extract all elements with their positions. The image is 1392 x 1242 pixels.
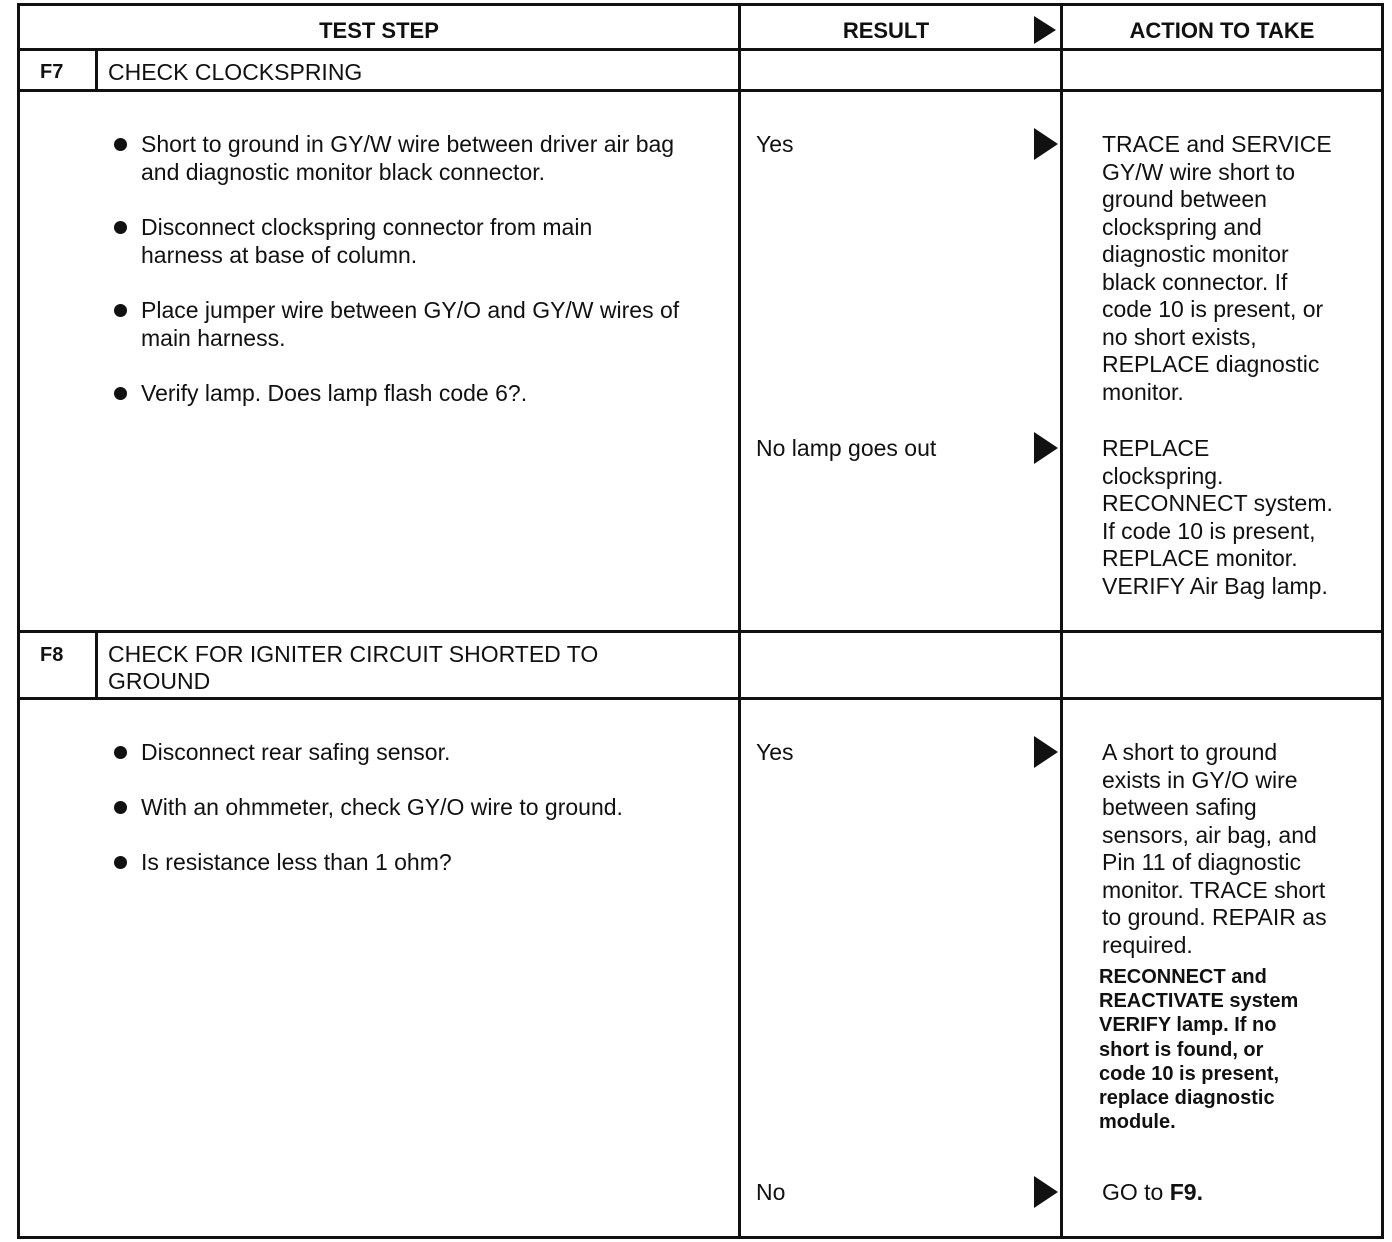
- f7-step-3-line-1: Place jumper wire between GY/O and GY/W wires of: [141, 297, 680, 323]
- f8-action-yes-line: A short to ground: [1102, 739, 1278, 765]
- f8-action-yes-line: between safing: [1102, 794, 1257, 820]
- header-test-step: TEST STEP: [319, 18, 439, 43]
- f7-action-no-line: RECONNECT system.: [1102, 490, 1333, 516]
- f7-action-yes-line: ground between: [1102, 186, 1267, 212]
- f7-step-1-line-1: Short to ground in GY/W wire between driver air bag: [141, 131, 675, 157]
- f7-action-no-line: clockspring.: [1102, 462, 1224, 489]
- f7-yes-arrow-icon: [1034, 128, 1058, 160]
- table-left-border: [17, 3, 20, 1239]
- f8-action-bold-line: module.: [1099, 1111, 1176, 1134]
- f8-action-bold-line: VERIFY lamp. If no: [1099, 1014, 1277, 1037]
- f7-section-bottom-border: [17, 630, 1383, 633]
- bullet-icon: [114, 387, 127, 400]
- header-arrow-icon: [1034, 16, 1056, 44]
- header-bottom-border: [17, 48, 1383, 51]
- f7-code: F7: [40, 61, 64, 83]
- result-column-divider: [738, 3, 741, 1239]
- f8-step-3: Is resistance less than 1 ohm?: [141, 849, 452, 875]
- bullet-icon: [114, 801, 127, 814]
- f7-action-yes-line: black connector. If: [1102, 268, 1288, 295]
- f7-no-arrow-icon: [1034, 432, 1058, 464]
- f7-action-no-line: VERIFY Air Bag lamp.: [1102, 572, 1328, 599]
- f8-action-yes-line: exists in GY/O wire: [1102, 766, 1298, 793]
- f7-action-yes-line: REPLACE diagnostic: [1102, 351, 1320, 377]
- f7-step-2-line-2: harness at base of column.: [141, 242, 418, 268]
- header-action: ACTION TO TAKE: [1129, 18, 1315, 43]
- f8-no-arrow-icon: [1034, 1176, 1058, 1208]
- f7-result-no: No lamp goes out: [756, 435, 937, 461]
- f7-code-divider: [95, 48, 98, 92]
- f8-action-yes-line: Pin 11 of diagnostic: [1102, 849, 1302, 875]
- f8-result-yes: Yes: [756, 739, 794, 765]
- bullet-icon: [114, 221, 127, 234]
- f8-action-bold-line: replace diagnostic: [1099, 1087, 1275, 1109]
- table-right-border: [1381, 3, 1384, 1239]
- f7-step-1-line-2: and diagnostic monitor black connector.: [141, 159, 546, 185]
- f7-action-yes-line: GY/W wire short to: [1102, 158, 1295, 185]
- f8-action-yes-line: monitor. TRACE short: [1102, 876, 1326, 903]
- f8-step-2: With an ohmmeter, check GY/O wire to ground.: [141, 794, 623, 820]
- f7-action-yes-line: monitor.: [1102, 378, 1184, 405]
- goto-prefix: GO to: [1102, 1179, 1170, 1205]
- f8-action-bold-line: code 10 is present,: [1099, 1062, 1280, 1085]
- f7-action-yes-line: code 10 is present, or: [1102, 296, 1324, 322]
- f8-action-bold-line: REACTIVATE system: [1099, 990, 1299, 1013]
- bullet-icon: [114, 856, 127, 869]
- f8-action-yes-line: to ground. REPAIR as: [1102, 904, 1327, 930]
- bullet-icon: [114, 746, 127, 759]
- f8-result-no: No: [756, 1179, 786, 1205]
- f8-title-line-1: CHECK FOR IGNITER CIRCUIT SHORTED TO: [108, 641, 599, 667]
- f7-title-bottom-border: [17, 89, 1383, 92]
- table-top-border: [17, 3, 1383, 6]
- f7-action-yes-line: TRACE and SERVICE: [1102, 131, 1332, 157]
- f7-action-yes-line: clockspring and: [1102, 213, 1262, 240]
- bullet-icon: [114, 138, 127, 151]
- f7-title: CHECK CLOCKSPRING: [108, 59, 363, 85]
- f7-step-3-line-2: main harness.: [141, 325, 286, 351]
- f7-action-no-line: REPLACE: [1102, 435, 1210, 461]
- f8-code: F8: [40, 644, 64, 666]
- f7-step-4-line-1: Verify lamp. Does lamp flash code 6?.: [141, 380, 528, 406]
- f8-action-yes-line: sensors, air bag, and: [1102, 821, 1317, 848]
- f8-title-bottom-border: [17, 697, 1383, 700]
- f8-yes-arrow-icon: [1034, 736, 1058, 768]
- f8-action-bold-line: short is found, or: [1099, 1038, 1264, 1061]
- f8-step-1: Disconnect rear safing sensor.: [141, 739, 451, 765]
- f8-action-yes-line: required.: [1102, 931, 1193, 958]
- table-bottom-border: [17, 1236, 1383, 1239]
- f8-action-no: [1102, 1179, 1203, 1207]
- goto-target-link[interactable]: F9.: [1169, 1179, 1203, 1205]
- f7-result-yes: Yes: [756, 131, 794, 157]
- bullet-icon: [114, 304, 127, 317]
- f7-action-yes-line: diagnostic monitor: [1102, 241, 1289, 267]
- action-column-divider: [1060, 3, 1063, 1239]
- f7-step-2-line-1: Disconnect clockspring connector from main: [141, 214, 593, 240]
- f8-code-divider: [95, 630, 98, 700]
- header-result: RESULT: [842, 18, 930, 43]
- f8-title-line-2: GROUND: [108, 668, 211, 694]
- f7-action-yes-line: no short exists,: [1102, 323, 1257, 350]
- f7-action-no-line: REPLACE monitor.: [1102, 545, 1298, 571]
- f8-action-bold-line: RECONNECT and: [1099, 966, 1267, 988]
- f7-action-no-line: If code 10 is present,: [1102, 517, 1316, 544]
